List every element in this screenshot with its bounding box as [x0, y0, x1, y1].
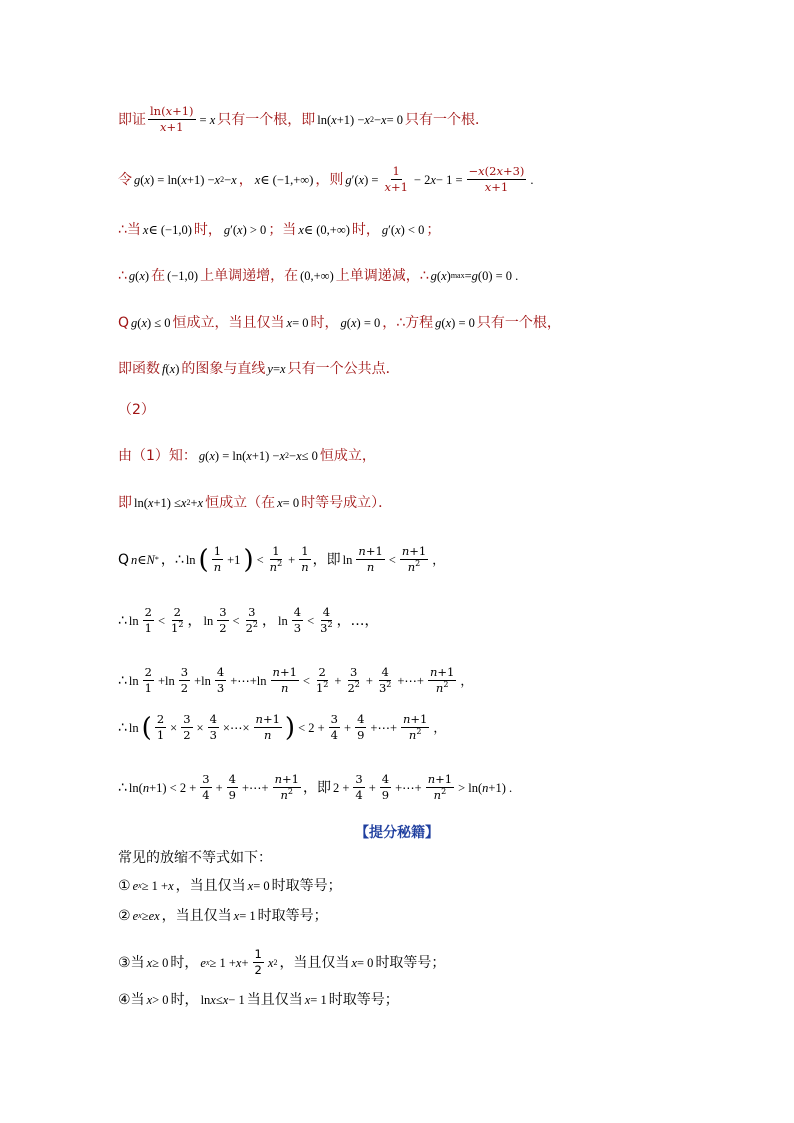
tip-1: ① e x ≥ 1 + x ，当且仅当 x = 0 时取等号；: [118, 878, 342, 894]
proof-line-13: ∴ ln ( $\frac{2}{1}$ × $\frac{3}{2}$ × $\frac{4}{3}$ ×⋯× $\frac{n+1}{n}$ ) < 2 + $\frac{3}{4}$ + $\frac{4}{9}$ +⋯+ $\frac{n+1}{n^2}$ ，: [118, 712, 446, 743]
proof-line-3: ∴当 x ∈ (−1,0) 时， g ′( x ) > 0 ；当 x ∈ (0,+∞) 时， g ′( x ) < 0 ；: [118, 222, 441, 238]
proof-line-4: ∴ g ( x ) 在 (−1,0) 上单调递增，在 (0,+∞) 上单调递减，∴ g ( x ) max = g (0) = 0 .: [118, 268, 519, 284]
proof-line-9: 即 ln( x +1) ≤ x 2 + x 恒成立（在 x = 0 时等号成立）．: [118, 495, 393, 511]
proof-line-10: Q n ∈ N * ，∴ ln ( $\frac{1}{n}$ +1 ) < $\frac{1}{n^2}$ + $\frac{1}{n}$ ，即 ln $\frac{n+1}{n}$ < $\frac{n+1}{n^2}$ ，: [118, 544, 445, 575]
section-title: 【提分秘籍】: [355, 825, 439, 841]
tips-intro: 常见的放缩不等式如下：: [118, 850, 272, 866]
part-two-label: （2）: [118, 402, 155, 418]
proof-line-12: ∴ ln $\frac{2}{1}$ +ln $\frac{3}{2}$ +ln $\frac{4}{3}$ +⋯+ln $\frac{n+1}{n}$ < $\frac{2}{1^2}$ + $\frac{3}{2^2}$ + $\frac{4}{3^2}$ +⋯+ $\frac{n+1}{n^2}$ ，: [118, 665, 473, 695]
fraction-ln-over-x: $\frac{\ln(x+1)}{x+1}$: [150, 104, 194, 134]
tip-4: ④当 x > 0 时， ln x ≤ x − 1 当且仅当 x = 1 时取等号；: [118, 992, 399, 1008]
proof-line-6: 即函数 f ( x ) 的图象与直线 y = x 只有一个公共点．: [118, 361, 400, 377]
proof-line-14: ∴ ln( n +1) < 2 + $\frac{3}{4}$ + $\frac{4}{9}$ +⋯+ $\frac{n+1}{n^2}$ ，即 2 + $\frac{3}{4}$ + $\frac{4}{9}$ +⋯+ $\frac{n+1}{n^2}$ > ln( n +1) .: [118, 772, 513, 802]
proof-line-11: ∴ ln $\frac{2}{1}$ < $\frac{2}{1^2}$ ， ln $\frac{3}{2}$ < $\frac{3}{2^2}$ ， ln $\frac{4}{3}$ < $\frac{4}{3^2}$ ，…，: [118, 605, 379, 635]
tip-2: ② e x ≥ ex ，当且仅当 x = 1 时取等号；: [118, 908, 328, 924]
proof-line-8: 由（1）知： g ( x ) = ln( x +1) − x 2 − x ≤ 0 恒成立，: [118, 448, 376, 464]
proof-line-5: Q g ( x ) ≤ 0 恒成立，当且仅当 x = 0 时， g ( x ) = 0 ，∴方程 g ( x ) = 0 只有一个根，: [118, 315, 561, 331]
tip-3: ③当 x ≥ 0 时， e x ≥ 1 + x + $\frac{1}{2}$ x 2 ，当且仅当 x = 0 时取等号；: [118, 947, 446, 977]
proof-line-1: 即证 $\frac{\ln(x+1)}{x+1}$ = x 只有一个根，即 ln( x +1) − x 2 − x = 0 只有一个根．: [118, 104, 489, 134]
proof-line-2: 令 g ( x ) = ln( x +1) − x 2 − x ， x ∈ (−1,+∞) ，则 g ′( x ) = $\frac{1}{x+1}$ − 2 x − 1 = $\frac{-x(2x+3)}{x+1}$ .: [118, 164, 534, 194]
